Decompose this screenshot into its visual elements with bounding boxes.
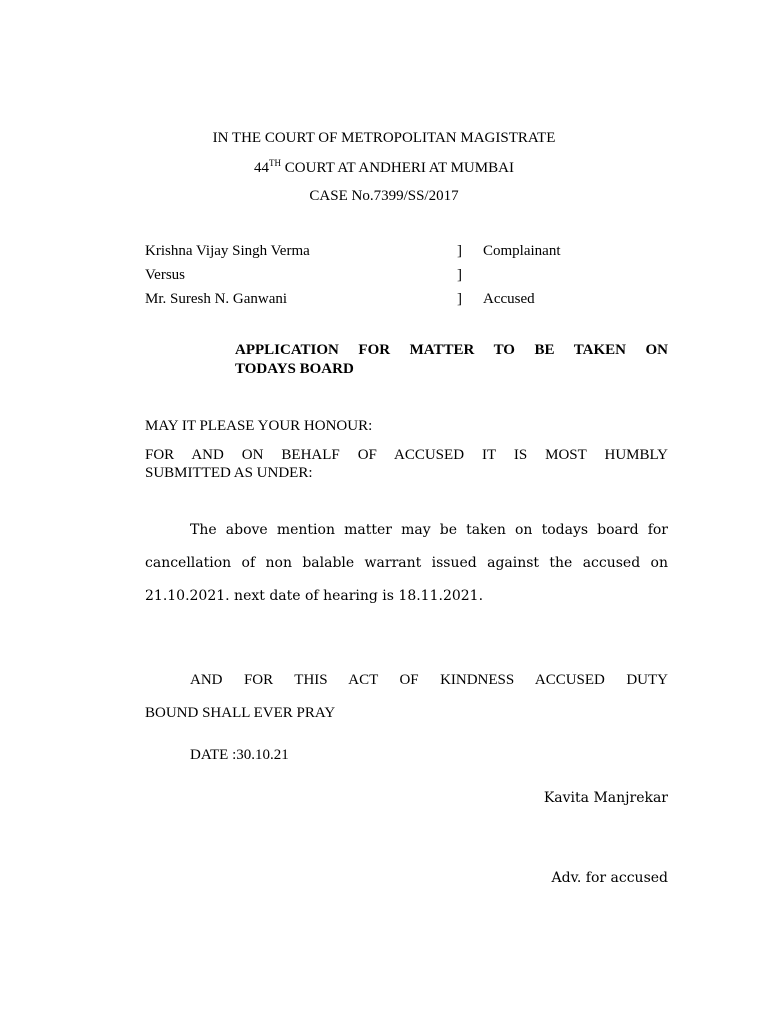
- prayer-line1: AND FOR THIS ACT OF KINDNESS ACCUSED DUTY: [190, 672, 668, 688]
- body-line1: The above mention matter may be taken on todays board for: [190, 522, 668, 538]
- signatory-name: Kavita Manjrekar: [543, 790, 668, 806]
- body-line3: 21.10.2021. next date of hearing is 18.11.2021.: [145, 588, 484, 604]
- party-versus: Versus: [145, 267, 185, 283]
- party-role-accused: Accused: [483, 291, 535, 307]
- court-title: IN THE COURT OF METROPOLITAN MAGISTRATE: [212, 130, 556, 146]
- salutation: MAY IT PLEASE YOUR HONOUR:: [145, 418, 373, 434]
- party-name-accused: Mr. Suresh N. Ganwani: [145, 291, 288, 307]
- body-line2: cancellation of non balable warrant issued against the accused on: [145, 555, 668, 571]
- application-title-line1: APPLICATION FOR MATTER TO BE TAKEN ON: [235, 342, 668, 358]
- party-role-complainant: Complainant: [483, 243, 561, 259]
- submission-line1: FOR AND ON BEHALF OF ACCUSED IT IS MOST HUMBLY: [145, 447, 668, 463]
- court-location-text: COURT AT ANDHERI AT MUMBAI: [281, 160, 514, 176]
- party-name-complainant: Krishna Vijay Singh Verma: [145, 243, 310, 259]
- signatory-designation: Adv. for accused: [551, 870, 668, 886]
- date-line: DATE :30.10.21: [190, 747, 289, 763]
- application-title-line2: TODAYS BOARD: [235, 361, 354, 377]
- court-number: 44: [254, 160, 270, 176]
- party-bracket: ]: [457, 243, 462, 259]
- party-bracket: ]: [457, 291, 462, 307]
- party-bracket: ]: [457, 267, 462, 283]
- submission-line2: SUBMITTED AS UNDER:: [145, 465, 313, 481]
- prayer-line2: BOUND SHALL EVER PRAY: [145, 705, 336, 721]
- court-location: [0, 160, 768, 177]
- court-number-ordinal: TH: [269, 158, 282, 168]
- case-number: CASE No.7399/SS/2017: [309, 188, 459, 204]
